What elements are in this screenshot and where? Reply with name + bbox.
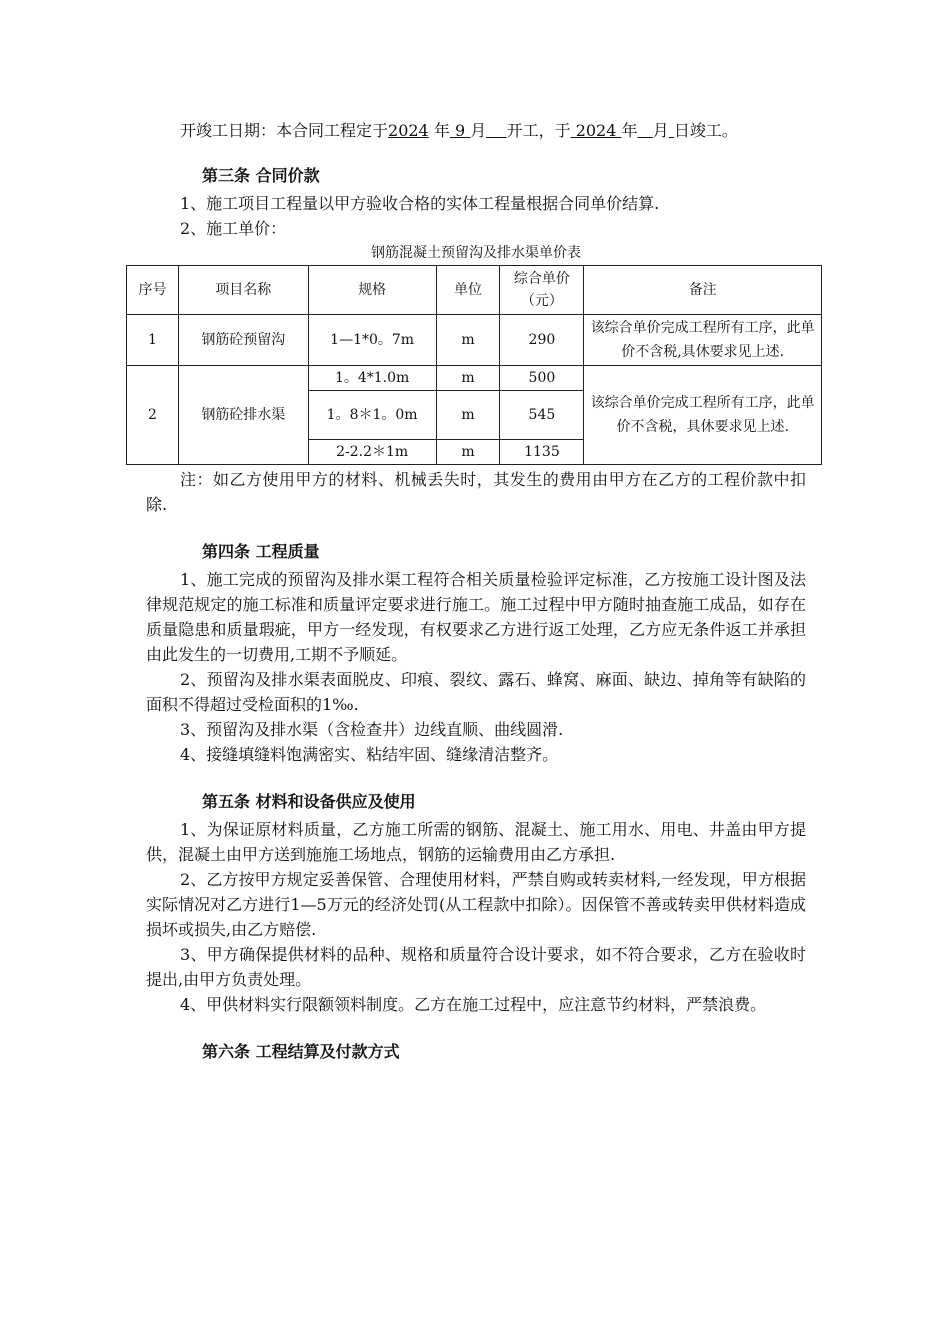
article-4-para-3: 3、预留沟及排水渠（含检查井）边线直顺、曲线圆滑. xyxy=(180,720,564,739)
cell-name: 钢筋砼预留沟 xyxy=(178,315,308,366)
table-caption: 钢筋混凝土预留沟及排水渠单价表 xyxy=(371,245,581,261)
cell-note: 该综合单价完成工程所有工序，此单价不含税，具休要求见上述. xyxy=(584,366,822,465)
start-day-blank xyxy=(486,121,506,140)
cell-unit: m xyxy=(436,366,500,391)
end-month-blank xyxy=(638,121,653,140)
article-3-para-1: 1、施工项目工程量以甲方验收合格的实体工程量根据合同单价结算. xyxy=(180,194,660,213)
cell-name: 钢筋砼排水渠 xyxy=(178,366,308,465)
article-5-para-2: 2、乙方按甲方规定妥善保管、合理使用材料，严禁自购或转卖材料,一经发现，甲方根据实际情况对乙方进行1—5万元的经济处罚(从工程款中扣除）。因保管不善或转卖甲供材料造成损坏或损失,由乙方赔偿. xyxy=(146,870,806,939)
article-4-para-4: 4、接缝填缝料饱满密实、粘结牢固、缝缘清洁整齐。 xyxy=(180,745,559,764)
cell-unit: m xyxy=(436,440,500,465)
article-3-title: 第三条 合同价款 xyxy=(202,166,320,185)
article-5-para-3: 3、甲方确保提供材料的品种、规格和质量符合设计要求，如不符合要求，乙方在验收时提出,由甲方负责处理。 xyxy=(146,945,806,989)
month-label-1: 月 xyxy=(470,121,487,140)
cell-note: 该综合单价完成工程所有工序，此单价不含税,具休要求见上述. xyxy=(584,315,822,366)
year-label-1: 年 xyxy=(433,121,450,140)
article-4-para-2: 2、预留沟及排水渠表面脱皮、印痕、裂纹、露石、蜂窝、麻面、缺边、掉角等有缺陷的面积不得超过受检面积的1‰. xyxy=(146,670,806,714)
start-year: 2024 xyxy=(388,121,429,140)
cell-spec: 1—1*0。7m xyxy=(308,315,436,366)
cell-price: 290 xyxy=(500,315,584,366)
cell-spec: 1。8＊1。0m xyxy=(308,391,436,440)
article-5-title: 第五条 材料和设备供应及使用 xyxy=(202,792,416,811)
cell-no: 1 xyxy=(127,315,179,366)
cell-spec: 2-2.2＊1m xyxy=(308,440,436,465)
header-no: 序号 xyxy=(127,266,179,315)
header-spec: 规格 xyxy=(308,266,436,315)
cell-unit: m xyxy=(436,315,500,366)
cell-unit: m xyxy=(436,391,500,440)
article-4-para-1: 1、施工完成的预留沟及排水渠工程符合相关质量检验评定标准，乙方按施工设计图及法律规范规定的施工标准和质量评定要求进行施工。施工过程中甲方随时抽查施工成品，如存在质量隐患和质量瑕疵，甲方一经发现，有权要求乙方进行返工处理，乙方应无条件返工并承担由此发生的一切费用,工期不予顺延。 xyxy=(146,570,806,664)
header-note: 备注 xyxy=(584,266,822,315)
table-note: 注：如乙方使用甲方的材料、机械丢失时，其发生的费用由甲方在乙方的工程价款中扣除. xyxy=(146,470,806,514)
schedule-paragraph xyxy=(146,118,806,143)
cell-price: 545 xyxy=(500,391,584,440)
cell-spec: 1。4*1.0m xyxy=(308,366,436,391)
table-header-row xyxy=(127,266,822,315)
month-label-2: 月 xyxy=(652,121,669,140)
end-year: 2024 xyxy=(575,121,617,140)
cell-price: 1135 xyxy=(500,440,584,465)
header-price: 综合单价（元） xyxy=(500,266,584,315)
article-4-title: 第四条 工程质量 xyxy=(202,542,320,561)
start-text: 开工，于 xyxy=(506,121,571,140)
table-row xyxy=(127,366,822,391)
article-5-para-4: 4、甲供材料实行限额领料制度。乙方在施工过程中，应注意节约材料，严禁浪费。 xyxy=(180,995,767,1014)
cell-price: 500 xyxy=(500,366,584,391)
unit-price-table xyxy=(126,265,822,465)
schedule-suffix: 日竣工。 xyxy=(673,121,738,140)
article-6-title: 第六条 工程结算及付款方式 xyxy=(202,1042,400,1061)
start-month: 9 xyxy=(454,121,466,140)
year-label-2: 年 xyxy=(621,121,638,140)
article-5-para-1: 1、为保证原材料质量，乙方施工所需的钢筋、混凝土、施工用水、用电、井盖由甲方提供，混凝土由甲方送到施施工场地点，钢筋的运输费用由乙方承担. xyxy=(146,820,806,864)
cell-no: 2 xyxy=(127,366,179,465)
header-unit: 单位 xyxy=(436,266,500,315)
table-row xyxy=(127,315,822,366)
header-name: 项目名称 xyxy=(178,266,308,315)
document-page xyxy=(138,118,815,1067)
schedule-prefix: 开竣工日期：本合同工程定于 xyxy=(180,121,389,140)
article-3-para-2: 2、施工单价： xyxy=(180,219,287,238)
